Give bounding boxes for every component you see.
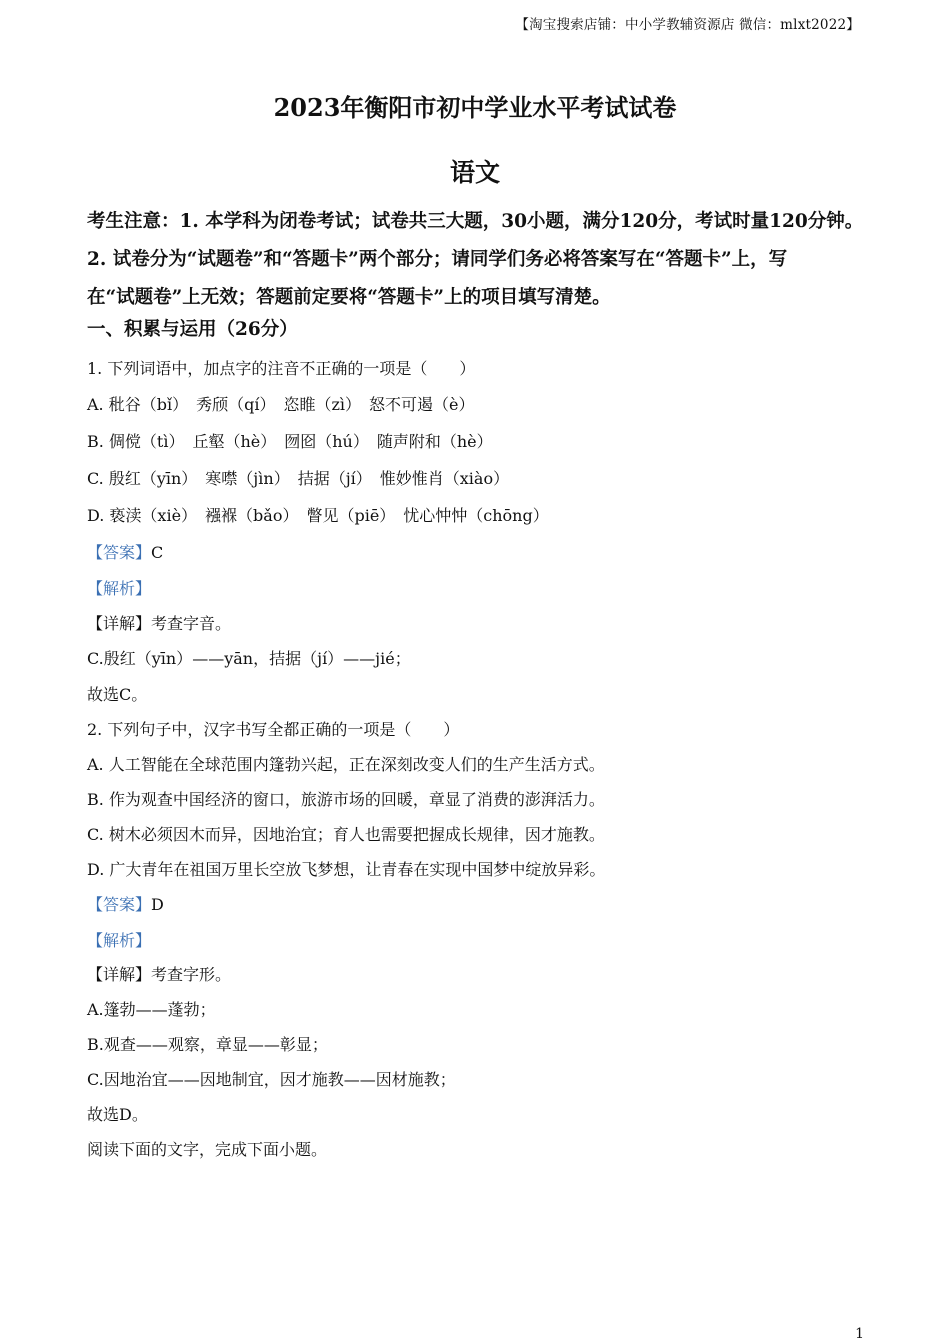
- answer-value: D: [151, 895, 164, 914]
- reading-intro: 阅读下面的文字，完成下面小题。: [87, 1140, 328, 1159]
- section-heading: 一、积累与运用（26分）: [87, 319, 298, 340]
- answer-tag: 【答案】: [87, 895, 152, 914]
- q2-stem: 2. 下列句子中，汉字书写全都正确的一项是（ ）: [87, 720, 460, 739]
- exam-notice: [87, 203, 877, 317]
- q1-analysis-tag: 【解析】: [87, 579, 152, 598]
- q1-explanation: C.殷红（yīn）——yān，拮据（jí）——jié；: [87, 649, 411, 668]
- q2-option-b: B. 作为观查中国经济的窗口，旅游市场的回暖，章显了消费的澎湃活力。: [87, 790, 605, 809]
- q1-option-b: B. 倜傥（tì） 丘壑（hè） 囫囵（hú） 随声附和（hè）: [87, 432, 493, 451]
- answer-tag: 【答案】: [87, 543, 152, 562]
- q1-option-c: C. 殷红（yīn） 寒噤（jìn） 拮据（jí） 惟妙惟肖（xiào）: [87, 469, 510, 488]
- page-subtitle: 语文: [449, 158, 500, 187]
- q2-conclusion: 故选D。: [87, 1105, 148, 1124]
- q1-conclusion: 故选C。: [87, 685, 148, 704]
- q2-explanation-a: A.篷勃——蓬勃；: [87, 1000, 216, 1019]
- q1-answer: [87, 540, 163, 563]
- notice-line: 在“试题卷”上无效；答题前定要将“答题卡”上的项目填写清楚。: [87, 287, 611, 308]
- answer-value: C: [151, 543, 164, 562]
- notice-line: 考生注意：1. 本学科为闭卷考试；试卷共三大题，30小题，满分120分，考试时量120分钟。: [87, 211, 864, 232]
- q2-analysis-tag: 【解析】: [87, 931, 152, 950]
- q2-option-a: A. 人工智能在全球范围内篷勃兴起，正在深刻改变人们的生产生活方式。: [87, 755, 605, 774]
- q1-option-d: D. 亵渎（xiè） 襁褓（bǎo） 瞥见（piē） 忧心忡忡（chōng）: [87, 506, 549, 525]
- notice-line: 2. 试卷分为“试题卷”和“答题卡”两个部分；请同学们务必将答案写在“答题卡”上，写: [87, 249, 788, 270]
- q2-option-c: C. 树木必须因木而异，因地治宜；育人也需要把握成长规律，因才施教。: [87, 825, 605, 844]
- q2-explanation-c: C.因地治宜——因地制宜，因才施教——因材施教；: [87, 1070, 456, 1089]
- q2-explanation-b: B.观查——观察，章显——彰显；: [87, 1035, 328, 1054]
- q2-option-d: D. 广大青年在祖国万里长空放飞梦想，让青春在实现中国梦中绽放异彩。: [87, 860, 606, 879]
- page-title: 2023年衡阳市初中学业水平考试试卷: [273, 93, 677, 122]
- q2-answer: [87, 892, 164, 915]
- header-note: 【淘宝搜索店铺：中小学教辅资源店 微信：mlxt2022】: [515, 17, 860, 33]
- q2-detail: 【详解】考查字形。: [87, 965, 232, 984]
- q1-detail: 【详解】考查字音。: [87, 614, 232, 633]
- q1-stem: 1. 下列词语中，加点字的注音不正确的一项是（ ）: [87, 359, 476, 378]
- q1-option-a: A. 秕谷（bǐ） 秀颀（qí） 恣睢（zì） 怒不可遏（è）: [87, 395, 475, 414]
- page-number: 1: [855, 1326, 864, 1342]
